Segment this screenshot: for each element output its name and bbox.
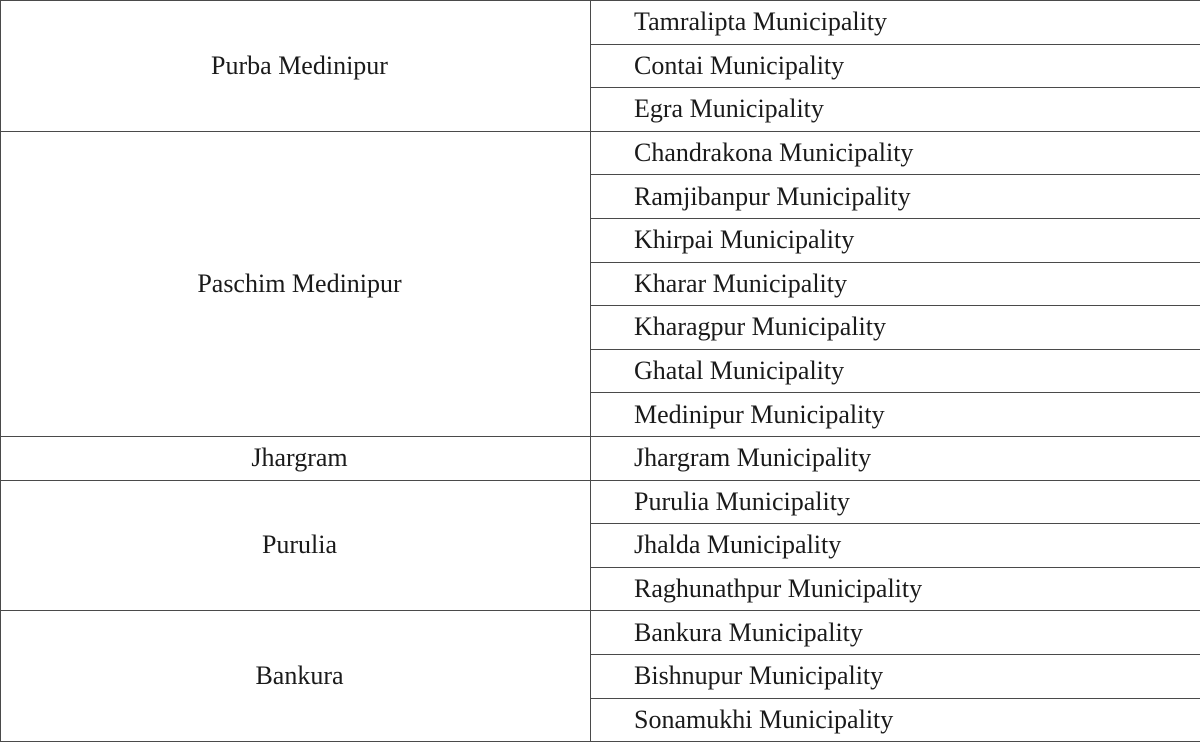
district-name: Jhargram <box>251 443 348 473</box>
table-row <box>1 480 1200 524</box>
municipality-cell: Kharar Municipality <box>591 262 1200 306</box>
municipality-cell: Khirpai Municipality <box>591 218 1200 262</box>
district-name: Purulia <box>261 530 338 560</box>
district-cell <box>1 131 591 436</box>
table-row <box>1 1 1200 45</box>
district-name: Purba Medinipur <box>211 50 388 80</box>
municipality-cell: Purulia Municipality <box>591 480 1200 524</box>
district-cell <box>1 611 591 742</box>
table-body <box>1 1 1200 742</box>
municipality-cell: Ramjibanpur Municipality <box>591 175 1200 219</box>
district-cell <box>1 436 591 480</box>
municipality-cell: Tamralipta Municipality <box>591 1 1200 45</box>
table-row <box>1 436 1200 480</box>
municipality-cell: Raghunathpur Municipality <box>591 567 1200 611</box>
municipality-cell: Ghatal Municipality <box>591 349 1200 393</box>
municipality-cell: Medinipur Municipality <box>591 393 1200 437</box>
table-row <box>1 611 1200 655</box>
municipality-cell: Jhargram Municipality <box>591 436 1200 480</box>
municipality-cell: Egra Municipality <box>591 88 1200 132</box>
municipality-cell: Bankura Municipality <box>591 611 1200 655</box>
municipality-cell: Chandrakona Municipality <box>591 131 1200 175</box>
district-cell <box>1 480 591 611</box>
municipality-cell: Kharagpur Municipality <box>591 306 1200 350</box>
district-name: Bankura <box>255 661 344 691</box>
district-name: Paschim Medinipur <box>197 268 402 298</box>
municipality-cell: Bishnupur Municipality <box>591 654 1200 698</box>
table-row <box>1 131 1200 175</box>
district-cell <box>1 1 591 132</box>
municipality-cell: Jhalda Municipality <box>591 524 1200 568</box>
municipality-cell: Contai Municipality <box>591 44 1200 88</box>
municipality-cell: Sonamukhi Municipality <box>591 698 1200 742</box>
